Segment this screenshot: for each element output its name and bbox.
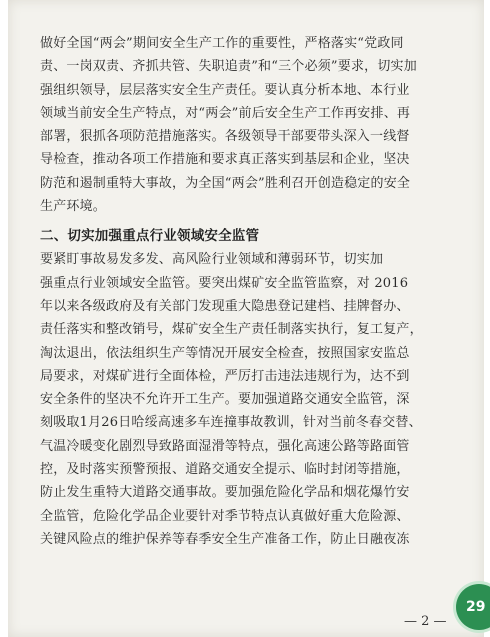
body-line: 局要求，对煤矿进行全面体检，严厉打击违法违规行为，达不到: [40, 368, 410, 384]
body-line: 强组织领导，层层落实安全生产责任。要认真分析本地、本行业: [40, 82, 410, 98]
section-heading: 二、切实加强重点行业领域安全监管: [40, 228, 260, 245]
body-line: 安全条件的坚决不允许开工生产。要加强道路交通安全监管，深: [40, 392, 410, 408]
body-line: 责、一岗双责、齐抓共管、失职追责”和“三个必须”要求，切实加: [40, 59, 417, 75]
body-line: 关键风险点的维护保养等春季安全生产准备工作，防止日融夜冻: [40, 531, 410, 547]
body-line: 生产环境。: [40, 199, 107, 215]
body-line: 做好全国“两会”期间安全生产工作的重要性，严格落实“党政同: [40, 36, 404, 51]
body-line: 刻吸取1月26日哈绥高速多车连撞事故教训，针对当前冬春交替、: [40, 415, 422, 431]
body-line: 年以来各级政府及有关部门发现重大隐患登记建档、挂牌督办、: [40, 298, 410, 314]
body-line: 控，及时落实预警预报、道路交通安全提示、临时封闭等措施，: [40, 462, 410, 478]
body-line: 领域当前安全生产特点，对“两会”前后安全生产工作再安排、再: [40, 105, 411, 121]
body-line: 责任落实和整改销号，煤矿安全生产责任制落实执行，复工复产，: [40, 322, 423, 338]
body-line: 部署，狠抓各项防范措施落实。各级领导干部要带头深入一线督: [40, 129, 410, 145]
page-number: — 2 —: [404, 614, 447, 629]
body-line: 全监管，危险化学品企业要针对季节特点认真做好重大危险源、: [40, 508, 410, 524]
body-line: 要紧盯事故易发多发、高风险行业领域和薄弱环节，切实加: [40, 252, 384, 268]
body-line: 导检查，推动各项工作措施和要求真正落实到基层和企业，坚决: [40, 152, 410, 168]
document-body: [40, 32, 470, 551]
body-line: 淘汰退出，依法组织生产等情况开展安全检查，按照国家安监总: [40, 345, 410, 361]
body-line: 防范和遏制重特大事故，为全国“两会”胜利召开创造稳定的安全: [40, 175, 411, 191]
floating-badge[interactable]: 29: [456, 584, 490, 630]
body-line: 防止发生重特大道路交通事故。要加强危险化学品和烟花爆竹安: [40, 485, 410, 501]
body-line: 气温冷暖变化剧烈导致路面湿滑等特点，强化高速公路等路面管: [40, 438, 410, 454]
document-page: [8, 0, 484, 637]
page-edge: [484, 0, 490, 637]
body-line: 强重点行业领域安全监管。要突出煤矿安全监管监察，对 2016: [40, 275, 409, 291]
